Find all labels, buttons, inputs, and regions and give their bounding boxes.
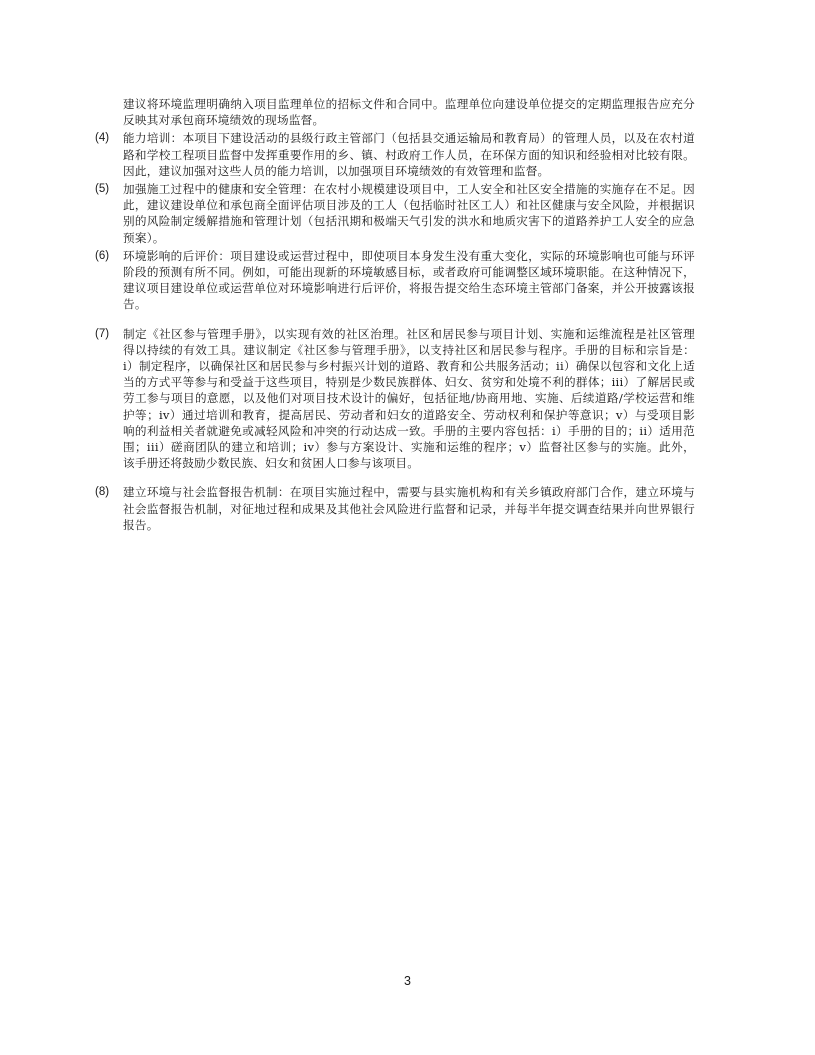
item-number: (4) bbox=[95, 132, 110, 145]
list-item-5 bbox=[95, 181, 695, 246]
list-item-8 bbox=[95, 484, 695, 533]
list-item-4 bbox=[95, 130, 695, 179]
page-number: 3 bbox=[404, 974, 411, 988]
item-number: (8) bbox=[95, 486, 110, 499]
list-item-6 bbox=[95, 248, 695, 313]
item-number: (7) bbox=[95, 327, 110, 340]
item-text: 加强施工过程中的健康和安全管理：在农村小规模建设项目中，工人安全和社区安全措施的实施存在不足。因此，建议建设单位和承包商全面评估项目涉及的工人（包括临时社区工人）和社区健康与安全风险，并根据识别的风险制定缓解措施和管理计划（包括汛期和极端天气引发的洪水和地质灾害下的道路养护工人安全的应急预案）。 bbox=[123, 182, 695, 245]
list-item-7 bbox=[95, 326, 695, 472]
item-text: 建立环境与社会监督报告机制：在项目实施过程中，需要与县实施机构和有关乡镇政府部门合作，建立环境与社会监督报告机制，对征地过程和成果及其他社会风险进行监督和记录，并每半年提交调查结果并向世界银行报告。 bbox=[123, 485, 695, 532]
item-text: 环境影响的后评价：项目建设或运营过程中，即使项目本身发生没有重大变化，实际的环境影响也可能与环评阶段的预测有所不同。例如，可能出现新的环境敏感目标，或者政府可能调整区域环境职能。在这种情况下，建议项目建设单位或运营单位对环境影响进行后评价，将报告提交给生态环境主管部门备案，并公开披露该报告。 bbox=[123, 248, 695, 312]
item-text: 制定《社区参与管理手册》，以实现有效的社区治理。社区和居民参与项目计划、实施和运维流程是社区管理得以持续的有效工具。建议制定《社区参与管理手册》，以支持社区和居民参与程序。手册的目标和宗旨是：i）制定程序，以确保社区和居民参与乡村振兴计划的道路、教育和公共服务活动；ii）确保以包容和文化上适当的方式平等参与和受益于这些项目，特别是少数民族群体、妇女、贫穷和处境不利的群体；iii）了解居民或劳工参与项目的意愿，以及他们对项目技术设计的偏好，包括征地/协商用地、实施、后续道路/学校运营和维护等；iv）通过培训和教育，提高居民、劳动者和妇女的道路安全、劳动权利和保护等意识；v）与受项目影响的利益相关者就避免或减轻风险和冲突的行动达成一致。手册的主要内容包括：i）手册的目的；ii）适用范围；iii）磋商团队的建立和培训；iv）参与方案设计、实施和运维的程序；v）监督社区参与的实施。此外，该手册还将鼓励少数民族、妇女和贫困人口参与该项目。 bbox=[123, 326, 695, 471]
item-text: 能力培训：本项目下建设活动的县级行政主管部门（包括县交通运输局和教育局）的管理人员，以及在农村道路和学校工程项目监督中发挥重要作用的乡、镇、村政府工作人员，在环保方面的知识和经验相对比较有限。因此，建议加强对这些人员的能力培训，以加强项目环境绩效的有效管理和监督。 bbox=[123, 131, 695, 178]
item-number: (5) bbox=[95, 183, 110, 196]
intro-paragraph: 建议将环境监理明确纳入项目监理单位的招标文件和合同中。监理单位向建设单位提交的定期监理报告应充分反映其对承包商环境绩效的现场监督。 bbox=[123, 97, 695, 128]
item-number: (6) bbox=[95, 249, 110, 262]
page-body bbox=[95, 96, 695, 533]
